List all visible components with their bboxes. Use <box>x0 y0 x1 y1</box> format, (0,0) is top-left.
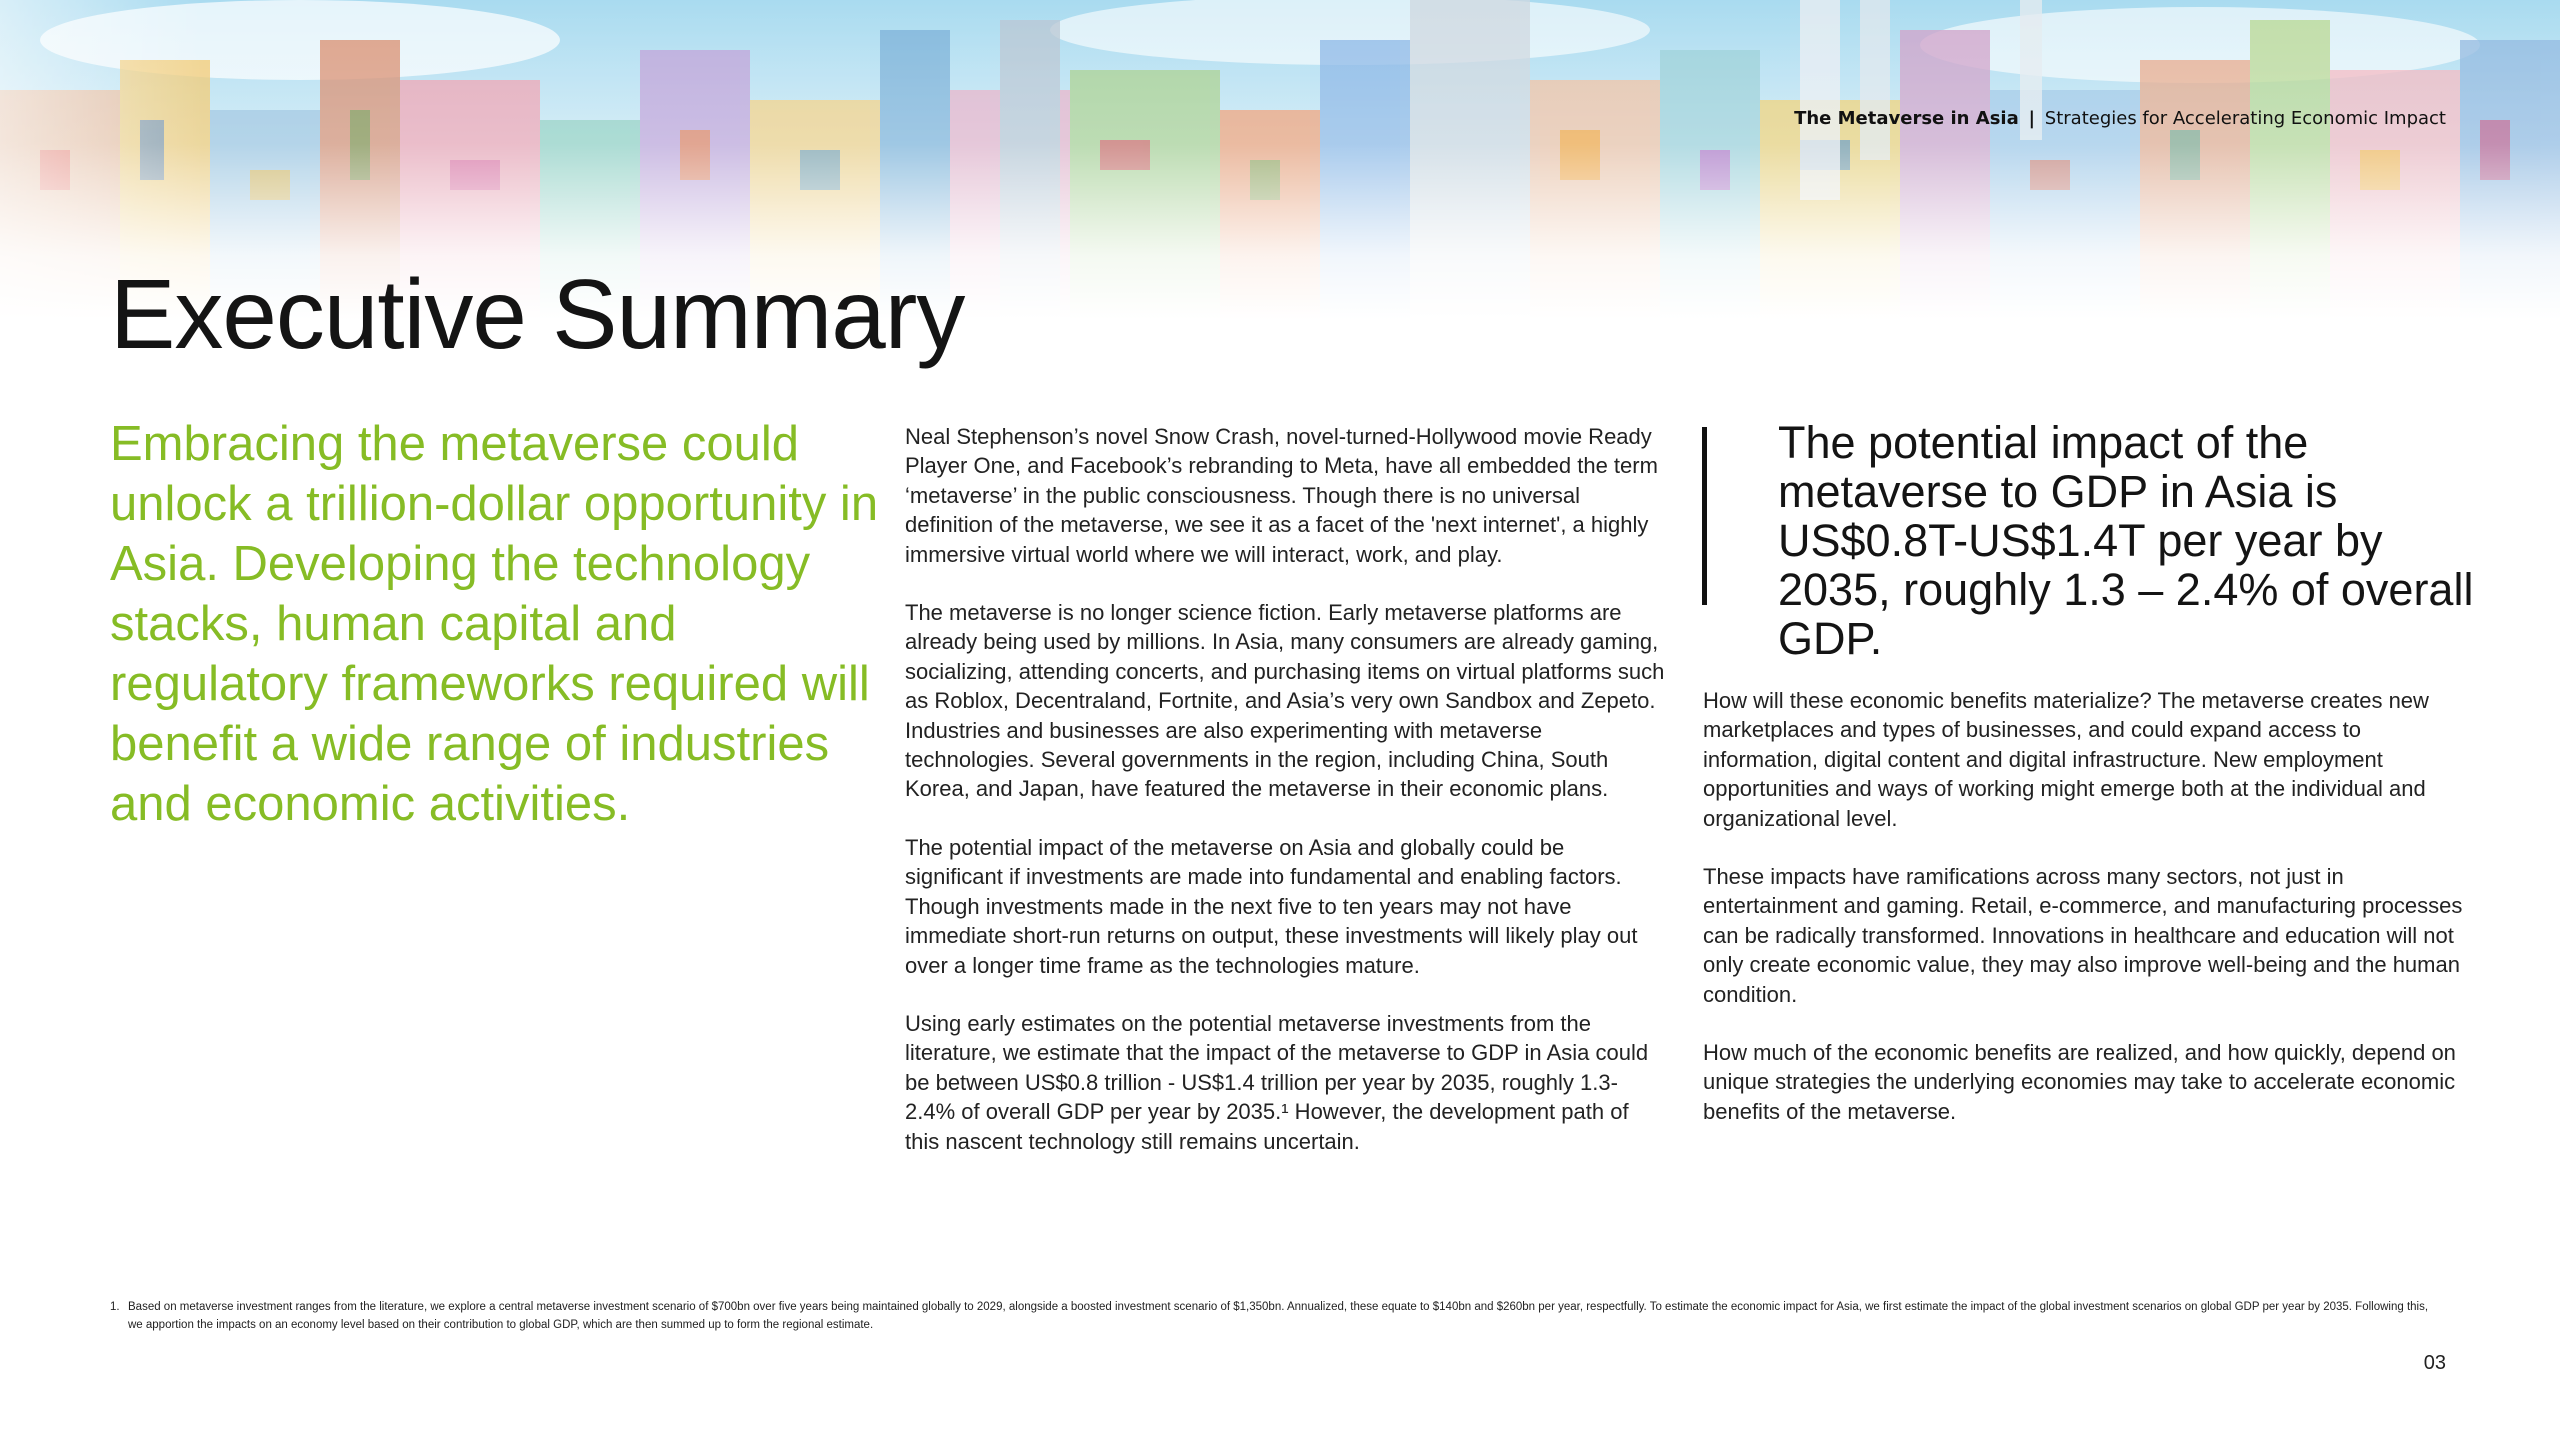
body-paragraph: Neal Stephenson’s novel Snow Crash, novel-turned-Hollywood movie Ready Player One, and Facebook’s rebranding to Meta, have all embedded the term ‘metaverse’ in the public consciousness. Though there is no universal definition of the metaverse, we see it as a facet of the 'next internet', a highly immersive virtual world where we will interact, work, and play. <box>905 424 1658 567</box>
footnote-number: 1. <box>110 1301 120 1313</box>
pull-quote: The potential impact of the metaverse to GDP in Asia is US$0.8T-US$1.4T per year by 2035, roughly 1.3 – 2.4% of overall GDP. <box>1778 417 2474 664</box>
lead-statement: Embracing the metaverse could unlock a trillion-dollar opportunity in Asia. Developing the technology stacks, human capital and regulatory frameworks required will benefit a wide range of industries and economic activities. <box>110 417 879 831</box>
header-subtitle: Strategies for Accelerating Economic Impact <box>2044 108 2446 129</box>
body-paragraph: The potential impact of the metaverse on Asia and globally could be significant if investments are made into fundamental and enabling factors. Though investments made in the next five to ten years may not have immediate short-run returns on output, these investments will likely play out over a longer time frame as the technologies mature. <box>905 834 1638 978</box>
middle-column <box>905 422 1665 1185</box>
footnote <box>110 1298 2430 1334</box>
body-paragraph: How much of the economic benefits are realized, and how quickly, depend on unique strategies the underlying economies may take to accelerate economic benefits of the metaverse. <box>1703 1040 2456 1124</box>
quote-bar <box>1702 427 1707 605</box>
header-brand: The Metaverse in Asia <box>1794 108 2019 129</box>
right-column <box>1703 686 2463 1155</box>
header-separator: | <box>2028 108 2036 129</box>
page-number: 03 <box>2423 1352 2446 1374</box>
body-paragraph: How will these economic benefits materialize? The metaverse creates new marketplaces and types of businesses, and could expand access to information, digital content and digital infrastructure. New employment opportunities and ways of working might emerge both at the individual and organizational level. <box>1703 688 2429 831</box>
footnote-text: Based on metaverse investment ranges from the literature, we explore a central metaverse investment scenario of $700bn over five years being maintained globally to 2029, alongside a boosted investment scenario of $1,350bn. Annualized, these equate to $140bn and $260bn per year, respectfully. To estimate the economic impact for Asia, we first estimate the impact of the global investment scenarios on global GDP per year by 2035. Following this, we apportion the impacts on an economy level based on their contribution to global GDP, which are then summed up to form the regional estimate. <box>128 1301 2429 1331</box>
body-paragraph: These impacts have ramifications across many sectors, not just in entertainment and gaming. Retail, e-commerce, and manufacturing processes can be radically transformed. Innovations in healthcare and education will not only create economic value, they may also improve well-being and the human condition. <box>1703 864 2463 1007</box>
body-paragraph: Using early estimates on the potential metaverse investments from the literature, we estimate that the impact of the metaverse to GDP in Asia could be between US$0.8 trillion - US$1.4 trillion per year by 2035, roughly 1.3-2.4% of overall GDP per year by 2035.¹ However, the development path of this nascent technology still remains uncertain. <box>905 1010 1649 1154</box>
running-header <box>1794 108 2446 129</box>
body-paragraph: The metaverse is no longer science fiction. Early metaverse platforms are already being used by millions. In Asia, many consumers are already gaming, socializing, attending concerts, and purchasing items on virtual platforms such as Roblox, Decentraland, Fortnite, and Asia’s very own Sandbox and Zepeto. Industries and businesses are also experimenting with metaverse technologies. Several governments in the region, including China, South Korea, and Japan, have featured the metaverse in their economic plans. <box>905 600 1665 802</box>
page-title: Executive Summary <box>110 259 965 369</box>
